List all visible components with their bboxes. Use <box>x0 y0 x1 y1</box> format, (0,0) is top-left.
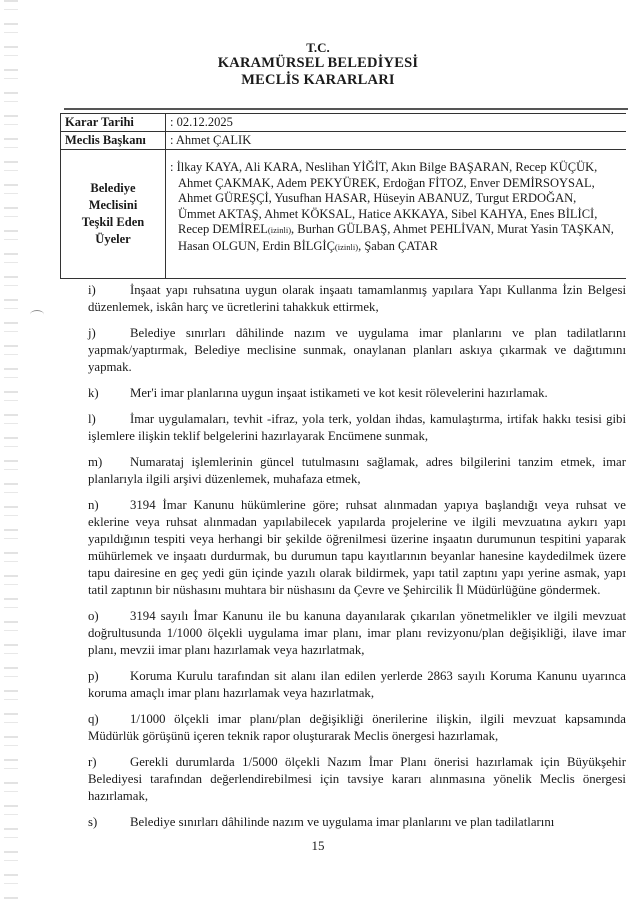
decision-item <box>88 497 626 599</box>
member-names: : İlkay KAYA, Ali KARA, Neslihan YİĞİT, Akın Bilge BAŞARAN, Recep KÜÇÜK, <box>170 160 598 174</box>
item-marker: j) <box>88 326 96 340</box>
member-line <box>170 239 622 256</box>
decision-items-list <box>88 282 626 840</box>
scan-mark-artifact <box>30 310 44 319</box>
on-leave-note: (izinli) <box>334 241 359 252</box>
item-text: 3194 sayılı İmar Kanunu ile bu kanuna dayanılarak çıkarılan yönetmelikler ve ilgili mevzuat doğrultusunda 1/1000 ölçekli uygulama imar planı, imar planı revizyonu/plan değişikliği, ilave imar planı, mevzii imar planı hazırlamak veya hazırlatmak, <box>88 609 626 657</box>
decision-item <box>88 282 626 316</box>
decision-item <box>88 754 626 805</box>
page-number: 15 <box>311 838 325 853</box>
header-municipality: KARAMÜRSEL BELEDİYESİ <box>217 55 419 71</box>
decision-item <box>88 325 626 376</box>
member-line <box>170 222 622 239</box>
decision-date-value: : 02.12.2025 <box>166 114 627 132</box>
members-label-line: Üyeler <box>95 232 131 246</box>
item-marker: i) <box>88 283 96 297</box>
item-text: Belediye sınırları dâhilinde nazım ve uygulama imar planlarını ve plan tadilatlarını <box>130 815 555 829</box>
members-label <box>61 150 166 279</box>
decision-info-table <box>60 113 626 279</box>
item-marker: q) <box>88 712 99 726</box>
member-line <box>170 160 622 176</box>
item-text: Numarataj işlemlerinin güncel tutulmasını sağlamak, adres bilgilerini tanzim etmek, imar planlarıyla ilgili arşivi düzenlemek, muhafaza etmek, <box>88 455 626 486</box>
item-text: Koruma Kurulu tarafından sit alanı ilan edilen yerlerde 2863 sayılı Koruma Kanunu uyarınca koruma amaçlı imar planı hazırlamak veya hazırlatmak, <box>88 669 626 700</box>
members-label-line: Teşkil Eden <box>81 215 145 229</box>
decision-item <box>88 711 626 745</box>
header-council-decisions: MECLİS KARARLARI <box>241 72 395 88</box>
members-row <box>61 150 627 279</box>
decision-item <box>88 385 626 402</box>
decision-item <box>88 608 626 659</box>
decision-date-label: Karar Tarihi <box>61 114 166 132</box>
president-row <box>61 132 627 150</box>
item-marker: p) <box>88 669 99 683</box>
item-text: 1/1000 ölçekli imar planı/plan değişikliği önerilerine ilişkin, ilgili mevzuat kapsamında Müdürlük görüşünü içeren teknik rapor oluşturarak Meclis önergesi hazırlamak, <box>88 712 626 743</box>
item-text: Mer'i imar planlarına uygun inşaat istikameti ve kot kesit rölevelerini hazırlamak. <box>130 386 548 400</box>
member-names: Hasan OLGUN, Erdin BİLGİÇ <box>178 238 335 253</box>
item-text: Belediye sınırları dâhilinde nazım ve uygulama imar planlarını ve plan tadilatlarını yapmak/yaptırmak, Belediye meclisine sunmak, onaylanan planları askıya çıkarmak ve dağıtımını yapmak. <box>88 326 626 374</box>
members-label-line: Belediye <box>90 181 136 195</box>
president-label: Meclis Başkanı <box>61 132 166 150</box>
president-value: : Ahmet ÇALIK <box>166 132 627 150</box>
member-line <box>170 176 622 192</box>
member-names: Ahmet ÇAKMAK, Adem PEKYÜREK, Erdoğan FİTOZ, Enver DEMİRSOYSAL, <box>178 175 595 190</box>
member-names: Recep DEMİREL <box>178 222 268 236</box>
item-text: İmar uygulamaları, tevhit -ifraz, yola terk, yoldan ihdas, kamulaştırma, irtifak hakkı tesisi gibi işlemlere ilişkin teklif belgelerini hazırlayarak Encümene sunmak, <box>88 412 626 443</box>
item-marker: l) <box>88 412 96 426</box>
member-line <box>170 207 622 223</box>
members-label-line: Meclisini <box>88 198 138 212</box>
member-names: , Şaban ÇATAR <box>358 238 438 253</box>
item-marker: o) <box>88 609 99 623</box>
decision-item <box>88 814 626 831</box>
item-marker: r) <box>88 755 97 769</box>
item-marker: n) <box>88 498 99 512</box>
item-text: İnşaat yapı ruhsatına uygun olarak inşaatı tamamlanmış yapılara Yapı Kullanma İzin Belgesi düzenlemek, iskân harç ve ücretlerini tahakkuk ettirmek, <box>88 283 626 314</box>
item-text: Gerekli durumlarda 1/5000 ölçekli Nazım İmar Planı önerisi hazırlamak için Büyükşehir Belediyesi tarafından değerlendirebilmesi için tavsiye kararı alınmasına yönelik Meclis önergesi hazırlamak, <box>88 755 626 803</box>
item-marker: m) <box>88 455 103 469</box>
member-names: Ahmet GÜREŞÇİ, Yusufhan HASAR, Hüseyin ABANUZ, Turgut ERDOĞAN, <box>178 191 577 205</box>
decision-item <box>88 411 626 445</box>
item-marker: k) <box>88 386 99 400</box>
decision-item <box>88 454 626 488</box>
document-header <box>0 40 636 89</box>
header-tc: T.C. <box>306 40 330 55</box>
on-leave-note: (izinli) <box>267 225 292 235</box>
item-text: 3194 İmar Kanunu hükümlerine göre; ruhsat alınmadan yapıya başlandığı veya ruhsat ve eklerine veya ruhsat alınmadan yapılabilecek yapılarda projelerine ve ilgili mevzuatına aykırı yapı yapıldığının tespiti veya herhangi bir şekilde öğrenilmesi üzerine inşaatın durumunun tespitini yaparak mühürlemek ve inşaatı durdurmak, bu durumun tapu kayıtlarının beyanlar hanesine kaydedilmek üzere tapu dairesine en geç yedi gün içinde yazılı olarak bildirmek, yapı tatil zaptını yapı yerine asmak, yapı tatil zaptının bir nüshasını muhtara bir nüshasını da Çevre ve Şehircilik İl Müdürlüğüne göndermek. <box>88 498 626 597</box>
item-marker: s) <box>88 815 98 829</box>
member-names: , Burhan GÜLBAŞ, Ahmet PEHLİVAN, Murat Yasin TAŞKAN, <box>291 222 614 236</box>
decision-date-row <box>61 114 627 132</box>
member-names: Ümmet AKTAŞ, Ahmet KÖKSAL, Hatice AKKAYA, Sibel KAHYA, Enes BİLİCİ, <box>178 206 598 221</box>
members-list <box>166 150 627 279</box>
header-divider <box>64 108 628 110</box>
scan-edge-artifact <box>4 0 18 900</box>
decision-item <box>88 668 626 702</box>
member-line <box>170 191 622 207</box>
